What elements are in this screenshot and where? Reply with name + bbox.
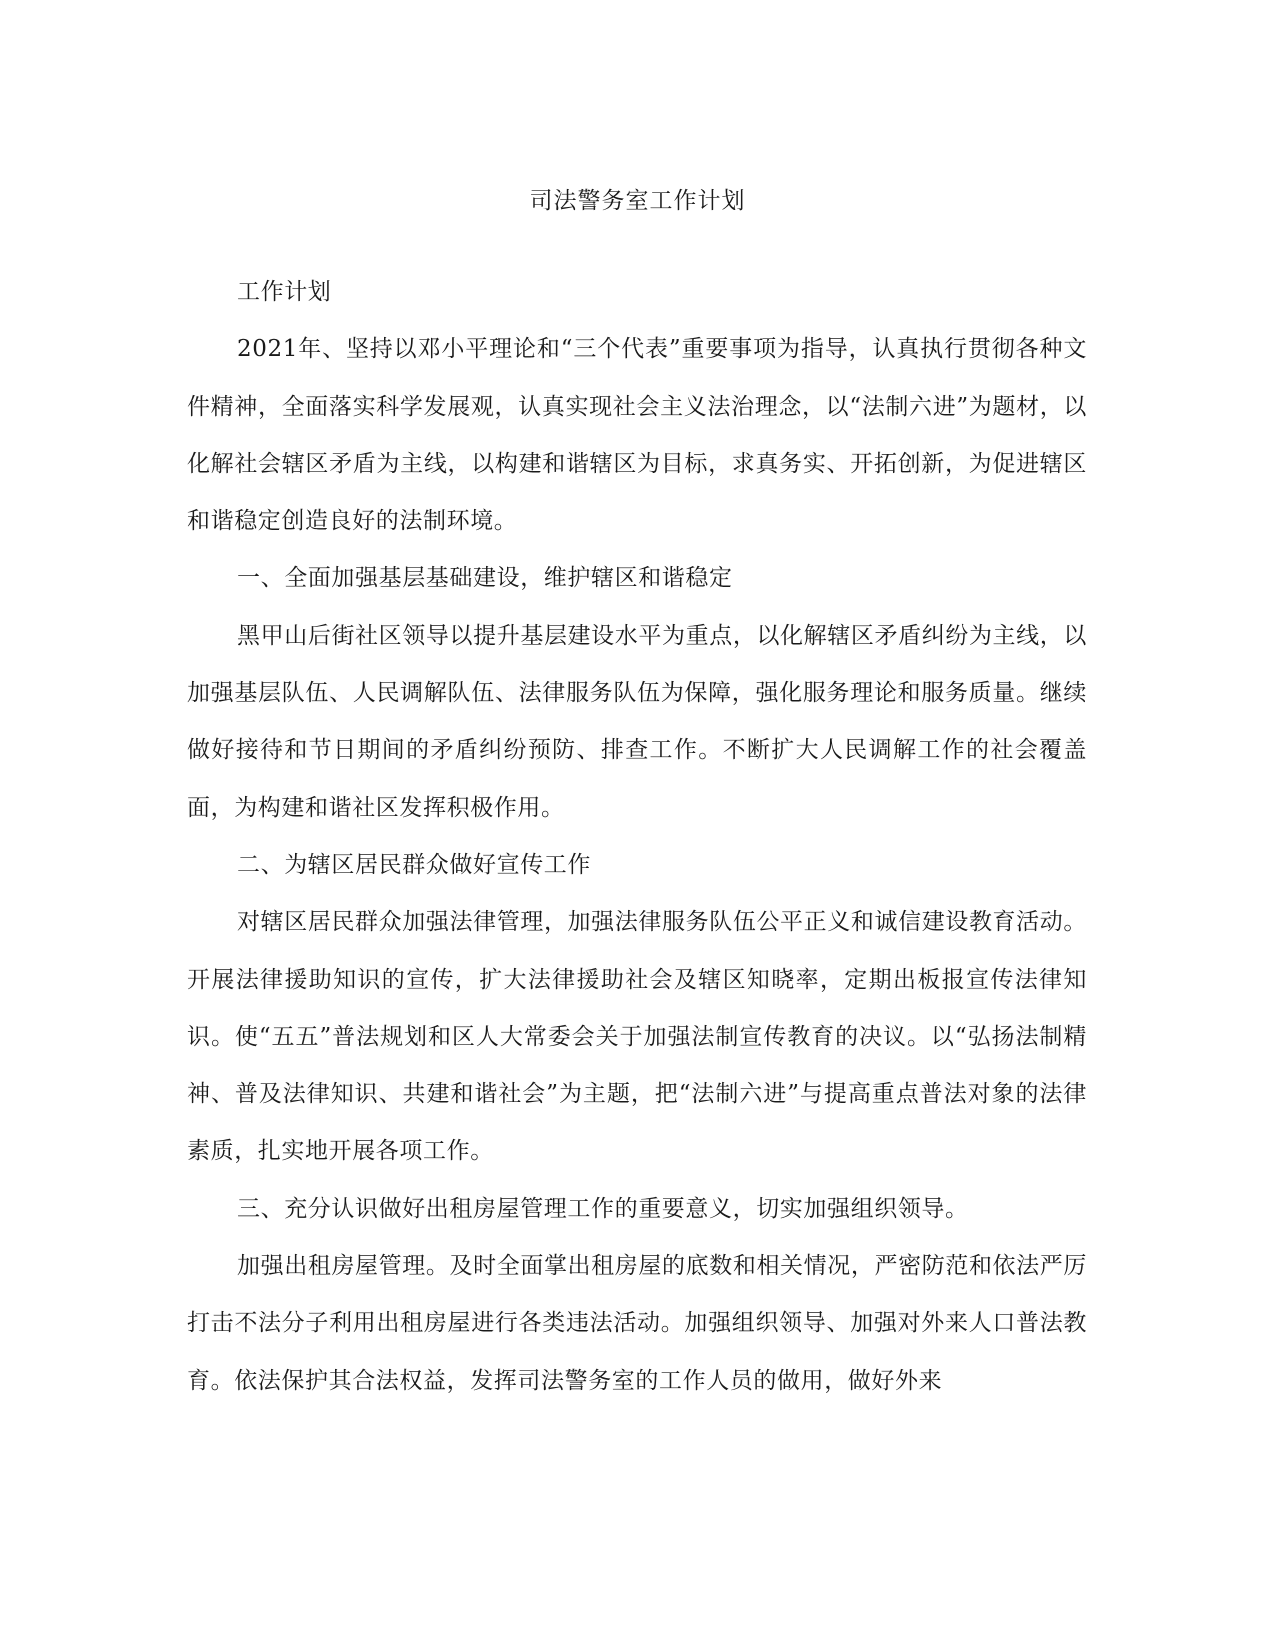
paragraph-section-3: 加强出租房屋管理。及时全面掌出租房屋的底数和相关情况，严密防范和依法严厉打击不法分子利用出租房屋进行各类违法活动。加强组织领导、加强对外来人口普法教育。依法保护其合法权益，发挥司法警务室的工作人员的做用，做好外来 bbox=[187, 1253, 1087, 1394]
section-heading-3: 三、充分认识做好出租房屋管理工作的重要意义，切实加强组织领导。 bbox=[237, 1195, 969, 1222]
paragraph-section-2: 对辖区居民群众加强法律管理，加强法律服务队伍公平正义和诚信建设教育活动。开展法律援助知识的宣传，扩大法律援助社会及辖区知晓率，定期出板报宣传法律知识。使“五五”普法规划和区人大常委会关于加强法制宣传教育的决议。以“弘扬法制精神、普及法律知识、共建和谐社会”为主题，把“法制六进”与提高重点普法对象的法律素质，扎实地开展各项工作。 bbox=[187, 909, 1087, 1165]
document-body bbox=[187, 264, 1087, 1410]
section-heading-plan: 工作计划 bbox=[237, 279, 332, 305]
section-heading-1: 一、全面加强基层基础建设，维护辖区和谐稳定 bbox=[237, 565, 733, 592]
document-title: 司法警务室工作计划 bbox=[529, 188, 746, 214]
paragraph-section-1: 黑甲山后街社区领导以提升基层建设水平为重点，以化解辖区矛盾纠纷为主线，以加强基层队伍、人民调解队伍、法律服务队伍为保障，强化服务理论和服务质量。继续做好接待和节日期间的矛盾纠纷预防、排查工作。不断扩大人民调解工作的社会覆盖面，为构建和谐社区发挥积极作用。 bbox=[187, 622, 1087, 821]
section-heading-2: 二、为辖区居民群众做好宣传工作 bbox=[237, 851, 591, 878]
paragraph-intro: 2021年、坚持以邓小平理论和“三个代表”重要事项为指导，认真执行贯彻各种文件精神，全面落实科学发展观，认真实现社会主义法治理念，以“法制六进”为题材，以化解社会辖区矛盾为主线，以构建和谐辖区为目标，求真务实、开拓创新，为促进辖区和谐稳定创造良好的法制环境。 bbox=[187, 336, 1087, 535]
